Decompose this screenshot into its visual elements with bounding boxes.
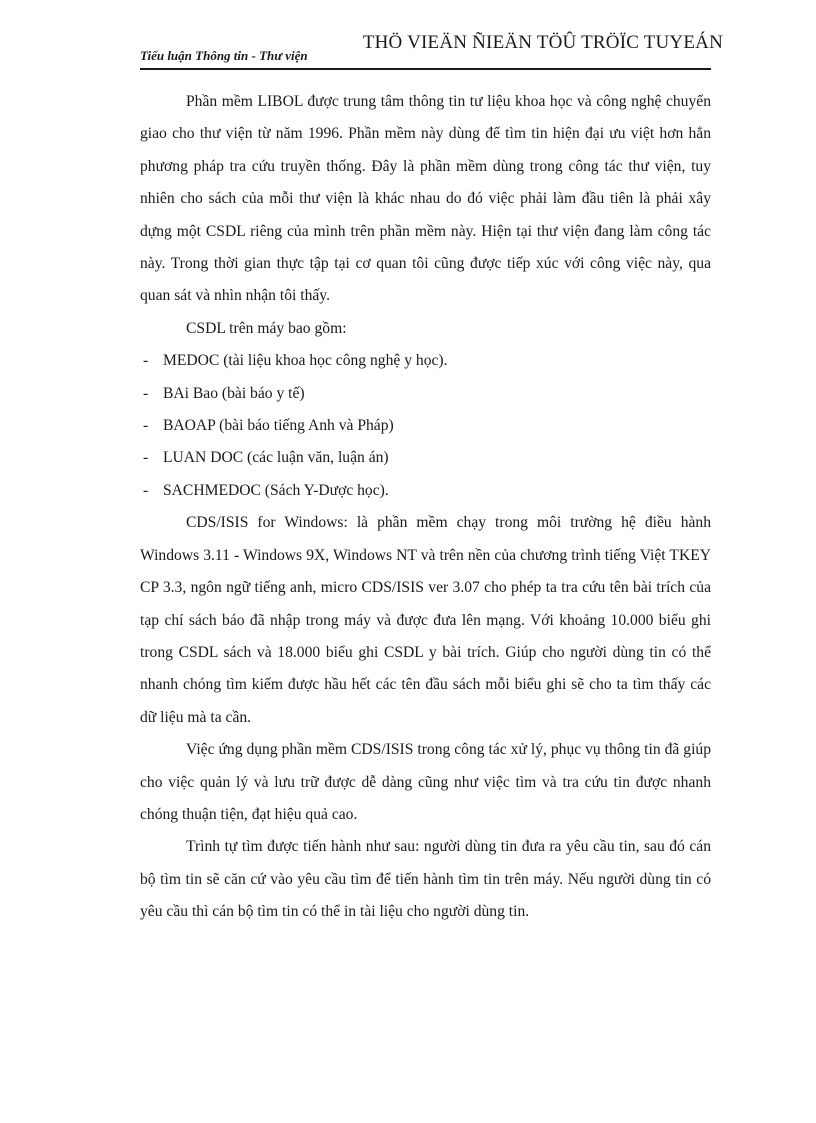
list-dash: - [143, 352, 149, 370]
list-dash: - [143, 449, 149, 467]
header-left-title: Tiểu luận Thông tin - Thư viện [140, 48, 308, 63]
list-intro: CSDL trên máy bao gồm: [186, 319, 347, 337]
list-item [143, 378, 711, 410]
list-item [143, 442, 711, 474]
paragraph-cds-isis: CDS/ISIS for Windows: là phần mềm chạy trong môi trường hệ điều hành Windows 3.11 - Windows 9X, Windows NT và trên nền của chương trình tiếng Việt TKEY CP 3.3, ngôn ngữ tiếng anh, micro CDS/ISIS ver 3.07 cho phép ta tra cứu tên bài trích của tạp chí sách báo đã nhập trong máy và được đưa lên mạng. Với khoảng 10.000 biểu ghi trong CSDL sách và 18.000 biểu ghi CSDL y bài trích. Giúp cho người dùng tin có thể nhanh chóng tìm kiếm được hầu hết các tên đầu sách mỗi biểu ghi sẽ cho ta tìm thấy các dữ liệu mà ta cần. [140, 514, 711, 726]
list-dash: - [143, 481, 149, 499]
list-item-text: BAOAP (bài báo tiếng Anh và Pháp) [163, 417, 394, 435]
list-item [143, 475, 711, 507]
paragraph-libol: Phần mềm LIBOL được trung tâm thông tin tư liệu khoa học và công nghệ chuyển giao cho thư viện từ năm 1996. Phần mềm này dùng để tìm tin hiện đại ưu việt hơn hẳn phương pháp tra cứu truyền thống. Đây là phần mềm dùng trong công tác thư viện, tuy nhiên cho sách của mỗi thư viện là khác nhau do đó việc phải làm đầu tiên là phải xây dựng một CSDL riêng của mình trên phần mềm này. Hiện tại thư viện đang làm công tác này. Trong thời gian thực tập tại cơ quan tôi cũng được tiếp xúc với công việc này, qua quan sát và nhìn nhận tôi thấy. [140, 93, 711, 305]
document-body [140, 86, 711, 929]
header-right-title: THÖ VIEÄN ÑIEÄN TÖÛ TRÖÏC TUYEÁN [362, 32, 723, 53]
list-dash: - [143, 417, 149, 435]
list-item-text: SACHMEDOC (Sách Y-Dược học). [163, 481, 389, 499]
list-dash: - [143, 384, 149, 402]
list-item-text: MEDOC (tài liệu khoa học công nghệ y học). [163, 352, 448, 370]
list-item [143, 345, 711, 377]
paragraph-search-procedure: Trình tự tìm được tiến hành như sau: người dùng tin đưa ra yêu cầu tin, sau đó cán bộ tìm tin sẽ căn cứ vào yêu cầu tìm để tiến hành tìm tin trên máy. Nếu người dùng tin có yêu cầu thì cán bộ tìm tin có thể in tài liệu cho người dùng tin. [140, 838, 711, 921]
database-list [140, 345, 711, 507]
header-divider [140, 68, 711, 70]
page-header [140, 30, 723, 70]
list-item-text: BAi Bao (bài báo y tế) [163, 384, 305, 402]
list-item [143, 410, 711, 442]
list-item-text: LUAN DOC (các luận văn, luận án) [163, 449, 389, 467]
paragraph-application: Việc ứng dụng phần mềm CDS/ISIS trong công tác xử lý, phục vụ thông tin đã giúp cho việc quản lý và lưu trữ được dễ dàng cũng như việc tìm và tra cứu tin được nhanh chóng thuận tiện, đạt hiệu quả cao. [140, 741, 711, 823]
